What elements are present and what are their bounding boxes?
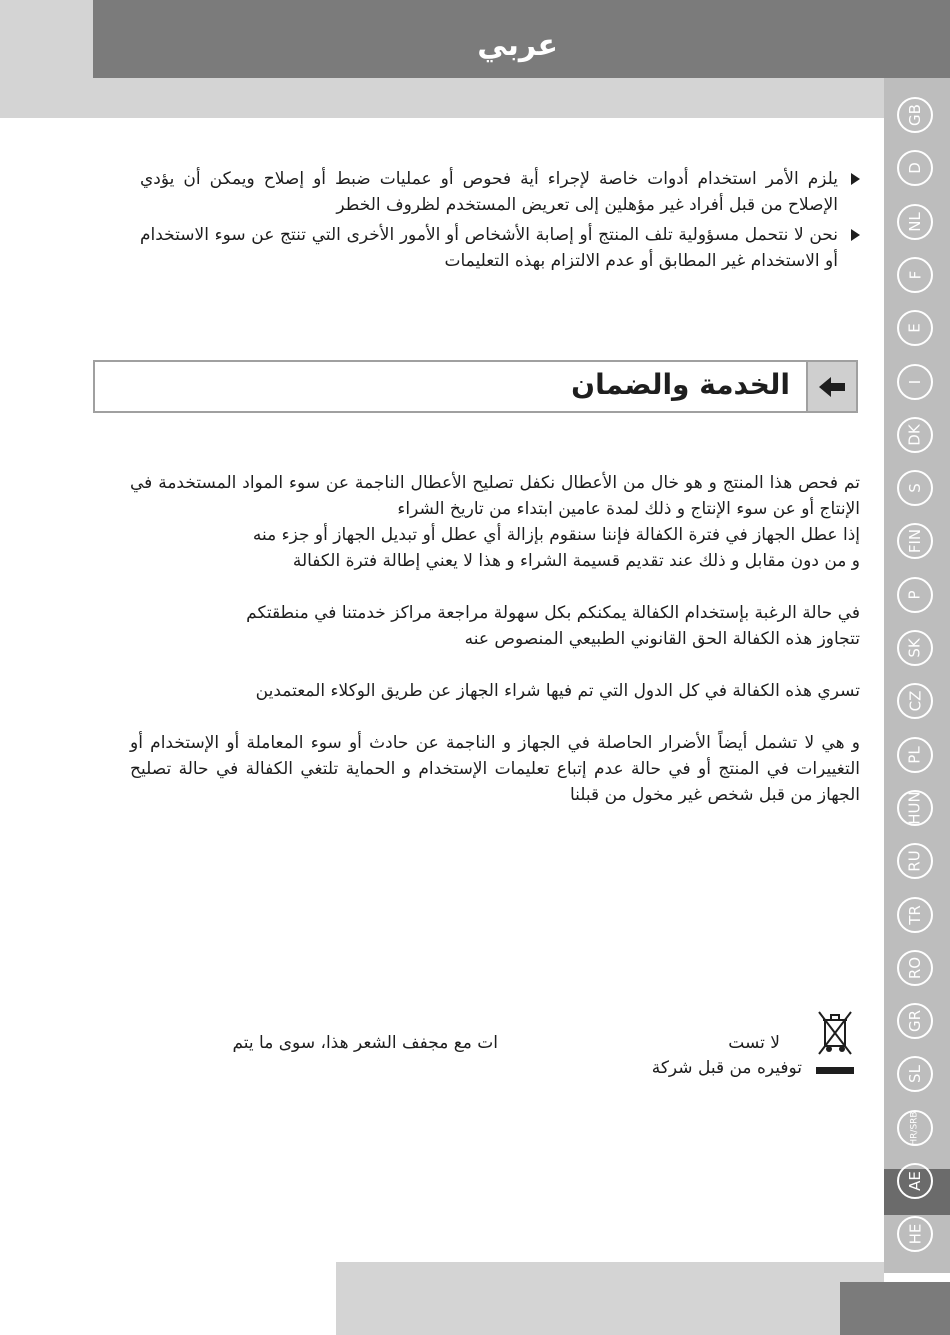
bullet-item: [140, 166, 862, 218]
language-tab-label: HR/SRB: [909, 1110, 920, 1146]
language-tab-label: GB: [905, 104, 924, 126]
language-tab-f[interactable]: [897, 257, 933, 293]
language-tab-dk[interactable]: [897, 417, 933, 453]
language-tab-sk[interactable]: [897, 630, 933, 666]
section-icon-box: [806, 362, 856, 411]
language-tab-label: SL: [905, 1065, 924, 1083]
language-tab-label: I: [906, 379, 924, 385]
language-tab-d[interactable]: [897, 150, 933, 186]
disposal-text-right: لا تست: [728, 1033, 780, 1053]
bullet-item: [140, 222, 862, 274]
language-tab-ro[interactable]: [897, 950, 933, 986]
language-tab-label: SK: [905, 638, 924, 658]
language-tab-label: HUN: [906, 791, 925, 825]
paragraph: تم فحص هذا المنتج و هو خال من الأعطال نكفل تصليح الأعطال الناجمة عن سوء المواد المستخدمة في الإنتاج أو عن سوء الإنتاج و ذلك لمدة عامين ابتداء من تاريخ الشراء: [130, 473, 860, 519]
language-tab-hun[interactable]: [897, 790, 933, 826]
language-tab-label: D: [906, 162, 924, 174]
language-tab-label: RO: [905, 956, 924, 980]
language-tab-e[interactable]: [897, 310, 933, 346]
language-tab-tr[interactable]: [897, 897, 933, 933]
paragraph-gap: [130, 574, 860, 600]
language-tab-label: GR: [905, 1009, 924, 1033]
language-tab-hrsrb[interactable]: [897, 1110, 933, 1146]
paragraph: إذا عطل الجهاز في فترة الكفالة فإننا سنقوم بإزالة أي عطل أو تبديل الجهاز أو جزء منه: [252, 525, 860, 545]
paragraph: و من دون مقابل و ذلك عند تقديم قسيمة الشراء و هذا لا يعني إطالة فترة الكفالة: [292, 551, 860, 571]
bullet-arrow-icon: [851, 173, 860, 185]
language-tab-label: E: [905, 323, 924, 333]
language-tab-gb[interactable]: [897, 97, 933, 133]
language-tab-sl[interactable]: [897, 1056, 933, 1092]
language-tab-label: TR: [906, 905, 924, 925]
paragraph: تسري هذه الكفالة في كل الدول التي تم فيها شراء الجهاز عن طريق الوكلاء المعتمدين: [255, 681, 860, 701]
safety-bullets: [140, 166, 862, 278]
section-title: الخدمة والضمان: [571, 368, 790, 401]
paragraph-gap: [130, 652, 860, 678]
language-title: عربي: [477, 28, 558, 63]
language-tab-label: RU: [906, 850, 924, 872]
paragraph: في حالة الرغبة بإستخدام الكفالة يمكنكم بكل سهولة مراجعة مراكز خدمتنا في منطقتكم: [246, 603, 860, 623]
bullet-text: نحن لا نتحمل مسؤولية تلف المنتج أو إصابة الأشخاص أو الأمور الأخرى التي تنتج عن سوء الاستخدام أو الاستخدام غير المطابق أو عدم الالتزام بهذه التعليمات: [140, 225, 838, 271]
bullet-text: يلزم الأمر استخدام أدوات خاصة لإجراء أية فحوص أو عمليات ضبط أو إصلاح ويمكن أن يؤدي الإصلاح من قبل أفراد غير مؤهلين إلى تعريض المستخدم لظروف الخطر: [140, 169, 838, 215]
language-tab-ru[interactable]: [897, 843, 933, 879]
language-tab-label: S: [906, 483, 924, 493]
language-tab-label: F: [905, 270, 924, 280]
language-tab-label: CZ: [906, 690, 924, 712]
language-title-bar: [93, 0, 950, 78]
language-tab-nl[interactable]: [897, 204, 933, 240]
section-header: [93, 360, 858, 413]
language-tab-p[interactable]: [897, 577, 933, 613]
language-tab-label: HE: [905, 1223, 924, 1245]
language-tab-fin[interactable]: [897, 523, 933, 559]
disposal-text-line2: توفيره من قبل شركة: [651, 1058, 802, 1078]
bullet-arrow-icon: [851, 229, 860, 241]
language-tab-pl[interactable]: [897, 737, 933, 773]
footer-band: [336, 1262, 884, 1335]
language-tab-label: AE: [906, 1171, 924, 1191]
language-tab-gr[interactable]: [897, 1003, 933, 1039]
language-tab-i[interactable]: [897, 364, 933, 400]
language-tab-label: PL: [906, 746, 924, 764]
paragraph-gap: [130, 704, 860, 730]
crossed-bin-icon: [815, 1008, 855, 1058]
disposal-text-left: ات مع مجفف الشعر هذا، سوى ما يتم: [232, 1033, 498, 1053]
language-tab-label: NL: [905, 212, 924, 232]
language-tab-ae[interactable]: [897, 1163, 933, 1199]
paragraph: و هي لا تشمل أيضاً الأضرار الحاصلة في الجهاز و الناجمة عن حادث أو سوء المعاملة أو الإستخدام أو التغييرات في المنتج أو في حالة عدم إتباع تعليمات الإستخدام و الحماية تلتغي الكفالة في حالة تصليح الجهاز من قبل شخص غير مخول من قبلنا: [130, 733, 860, 805]
weee-bar: [816, 1067, 854, 1074]
warranty-text: [130, 470, 860, 808]
language-tab-label: P: [905, 590, 924, 600]
language-tab-label: DK: [905, 424, 924, 446]
arrow-left-icon: [817, 375, 847, 399]
language-tab-cz[interactable]: [897, 683, 933, 719]
language-tab-he[interactable]: [897, 1216, 933, 1252]
language-tab-label: FIN: [906, 528, 924, 554]
page-number-block: [840, 1282, 950, 1335]
language-tab-s[interactable]: [897, 470, 933, 506]
paragraph: تتجاوز هذه الكفالة الحق القانوني الطبيعي المنصوص عنه: [464, 629, 860, 649]
